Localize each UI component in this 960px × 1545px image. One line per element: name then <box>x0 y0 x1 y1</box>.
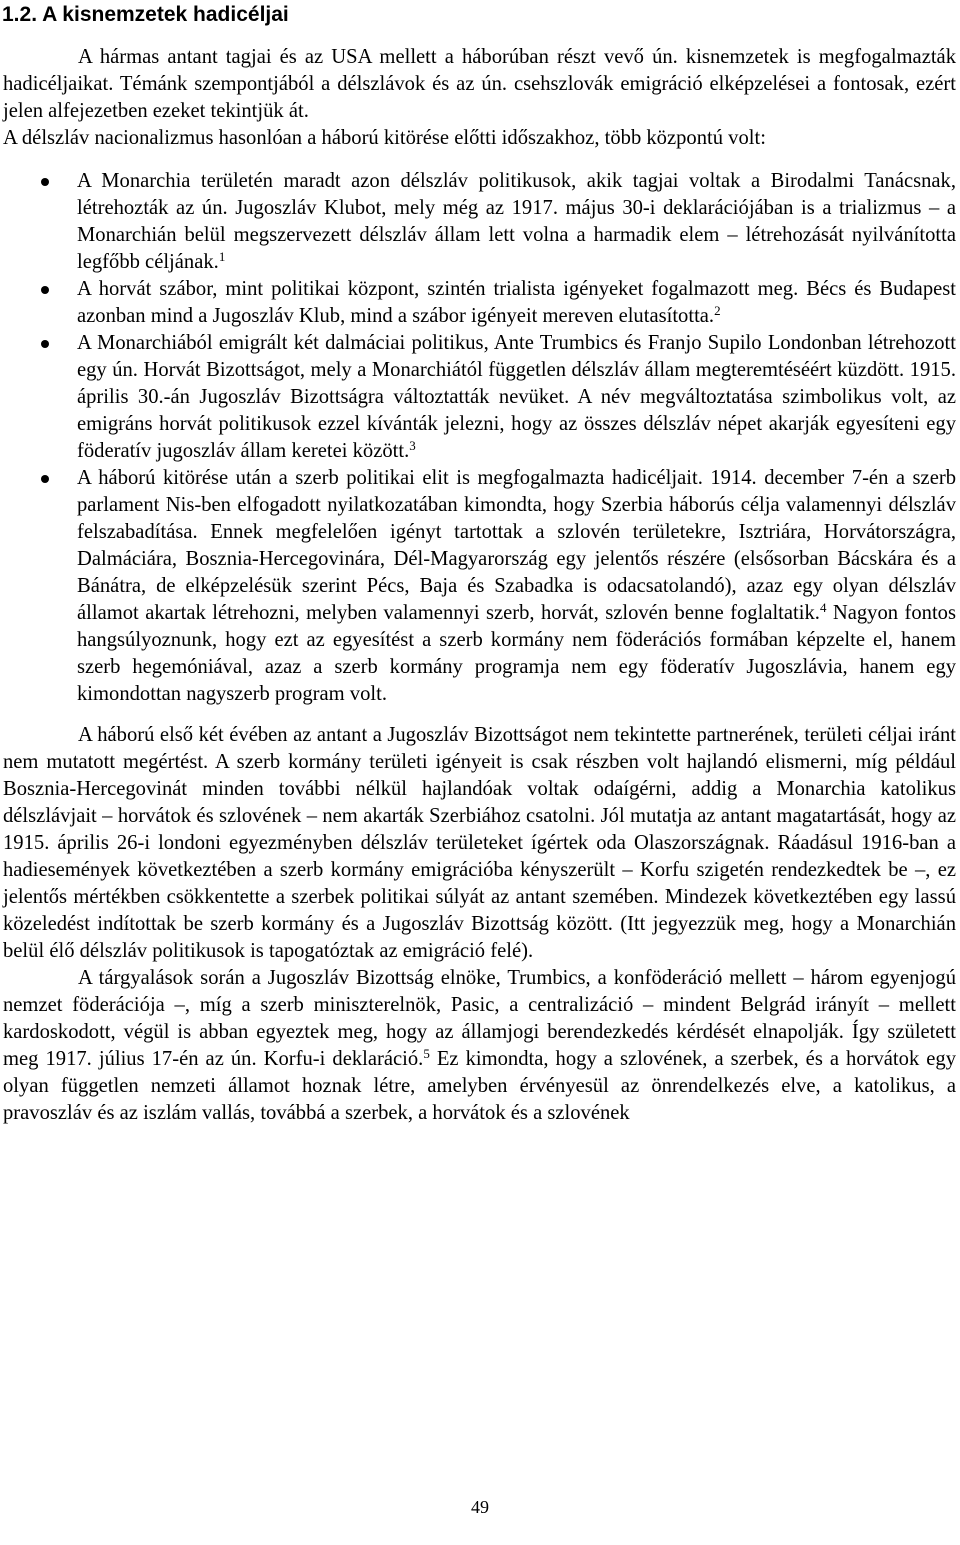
bullet-list <box>3 168 956 708</box>
footnote-marker: 1 <box>218 248 226 264</box>
intro-paragraph-2: A délszláv nacionalizmus hasonlóan a háború kitörése előtti időszakhoz, több központú volt: <box>3 127 766 149</box>
bullet-text: A horvát szábor, mint politikai központ, szintén trialista igényeket fogalmazott meg. Bécs és Budapest azonban mind a Jugoszláv Klub, mind a szábor igényeit mereven elutasította. <box>77 278 956 327</box>
footnote-marker: 2 <box>714 302 721 318</box>
bullet-dot-icon <box>41 475 49 483</box>
body-paragraph-1: A háború első két évében az antant a Jugoszláv Bizottságot nem tekintette partnerének, területi céljai iránt nem mutatott megértést. A szerb kormány területi igényeit is csak részben volt hajlandó elismerni, míg például Bosznia-Hercegovinát minden további nélkül hajlandóak voltak odaígérni, addig a Monarchia katolikus délszlávjait – horvátok és szlovének – nem akarták Szerbiához csatolni. Jól mutatja az antant magatartását, hogy az 1915. április 26-i londoni egyezményben délszláv területeket ígértek oda Olaszországnak. Ráadásul 1916-ban a hadiesemények következtében a szerb kormány emigrációba kényszerült – Korfu szigetén rendezkedtek be –, ez jelentős mértékben csökkentette a szerbek politikai súlyát az antant szemében. Mindezek következtében egy lassú közeledést indítottak be szerb kormány és a Jugoszláv Bizottság között. (Itt jegyezzük meg, hogy a Monarchián belül élő délszláv politikusok is tapogatóztak az emigráció felé). <box>3 724 956 962</box>
bullet-dot-icon <box>41 286 49 294</box>
bullet-item <box>3 276 956 330</box>
bullet-item <box>3 168 956 276</box>
body-paragraph-2 <box>3 965 956 1127</box>
bullet-text: A Monarchia területén maradt azon délszláv politikusok, akik tagjai voltak a Birodalmi Tanácsnak, létrehozták az ún. Jugoszláv Klubot, mely még az 1917. május 30-i deklarációjában is a trializmus – a Monarchián belül megszervezett délszláv állam lett volna a harmadik elem – létrehozását nyilvánította legfőbb céljának. <box>77 170 956 273</box>
footnote-marker: 4 <box>819 599 827 615</box>
footnote-marker: 3 <box>409 437 416 453</box>
page-content <box>3 44 956 1127</box>
bullet-item <box>3 330 956 465</box>
intro-paragraph-1: A hármas antant tagjai és az USA mellett a háborúban részt vevő ún. kisnemzetek is megfogalmazták hadicéljaikat. Témánk szempontjából a délszlávok és az ún. csehszlovák emigráció elképzelései a fontosak, ezért jelen alfejezetben ezeket tekintjük át. <box>3 46 956 122</box>
bullet-item <box>3 465 956 708</box>
section-heading: 1.2. A kisnemzetek hadicéljai <box>2 3 289 26</box>
body-paragraph-2-continued: Ez kimondta, hogy a szlovének, a szerbek, és a horvátok egy olyan független nemzeti államot hoznak létre, amelyben érvényesül az önrendelkezés elve, a katolikus, a pravoszláv és az iszlám vallás, továbbá a szerbek, a horvátok és a szlovének <box>3 1048 956 1124</box>
footnote-marker: 5 <box>423 1045 430 1061</box>
bullet-text-continued: Nagyon fontos hangsúlyoznunk, hogy ezt az egyesítést a szerb kormány nem föderációs formában képzelte el, hanem szerb hegemóniával, azaz a szerb kormány programja nem egy föderatív Jugoszlávia, hanem egy kimondottan nagyszerb program volt. <box>77 602 956 705</box>
page-number: 49 <box>471 1497 489 1517</box>
bullet-text: A Monarchiából emigrált két dalmáciai politikus, Ante Trumbics és Franjo Supilo Londonban létrehozott egy ún. Horvát Bizottságot, mely a Monarchiától független délszláv állam megteremtéséért küzdött. 1915. április 30.-án Jugoszláv Bizottságra változtatták nevüket. A név megváltoztatása szimbolikus volt, az emigráns horvát politikusok ezzel kívánták jelezni, hogy az összes délszláv népet akarják egyesíteni egy föderatív jugoszláv állam keretei között. <box>77 332 956 462</box>
bullet-dot-icon <box>41 178 49 186</box>
bullet-dot-icon <box>41 340 49 348</box>
body-paragraph-2-text: A tárgyalások során a Jugoszláv Bizottság elnöke, Trumbics, a konföderáció mellett – három egyenjogú nemzet föderációja –, míg a szerb miniszterelnök, Pasic, a centralizáció – mindent Belgrád irányít – mellett kardoskodott, végül is abban egyeztek meg, hogy az államjogi berendezkedés kérdését elnapolják. Így született meg 1917. július 17-én az ún. Korfu-i deklaráció. <box>3 967 956 1070</box>
bullet-text: A háború kitörése után a szerb politikai elit is megfogalmazta hadicéljait. 1914. december 7-én a szerb parlament Nis-ben elfogadott nyilatkozatában kimondta, hogy Szerbia háborús célja valamennyi délszláv felszabadítása. Ennek megfelelően igényt tartottak a szlovén területekre, Isztriára, Horvátországra, Dalmáciára, Bosznia-Hercegovinára, Dél-Magyarország egy jelentős részére (elsősorban Bácskára és a Bánátra, de elképzelésük szerint Pécs, Baja és Szabadka is odacsatolandó), azaz egy olyan délszláv államot akartak létrehozni, melyben valamennyi szerb, horvát, szlovén benne foglaltatik. <box>77 467 956 624</box>
